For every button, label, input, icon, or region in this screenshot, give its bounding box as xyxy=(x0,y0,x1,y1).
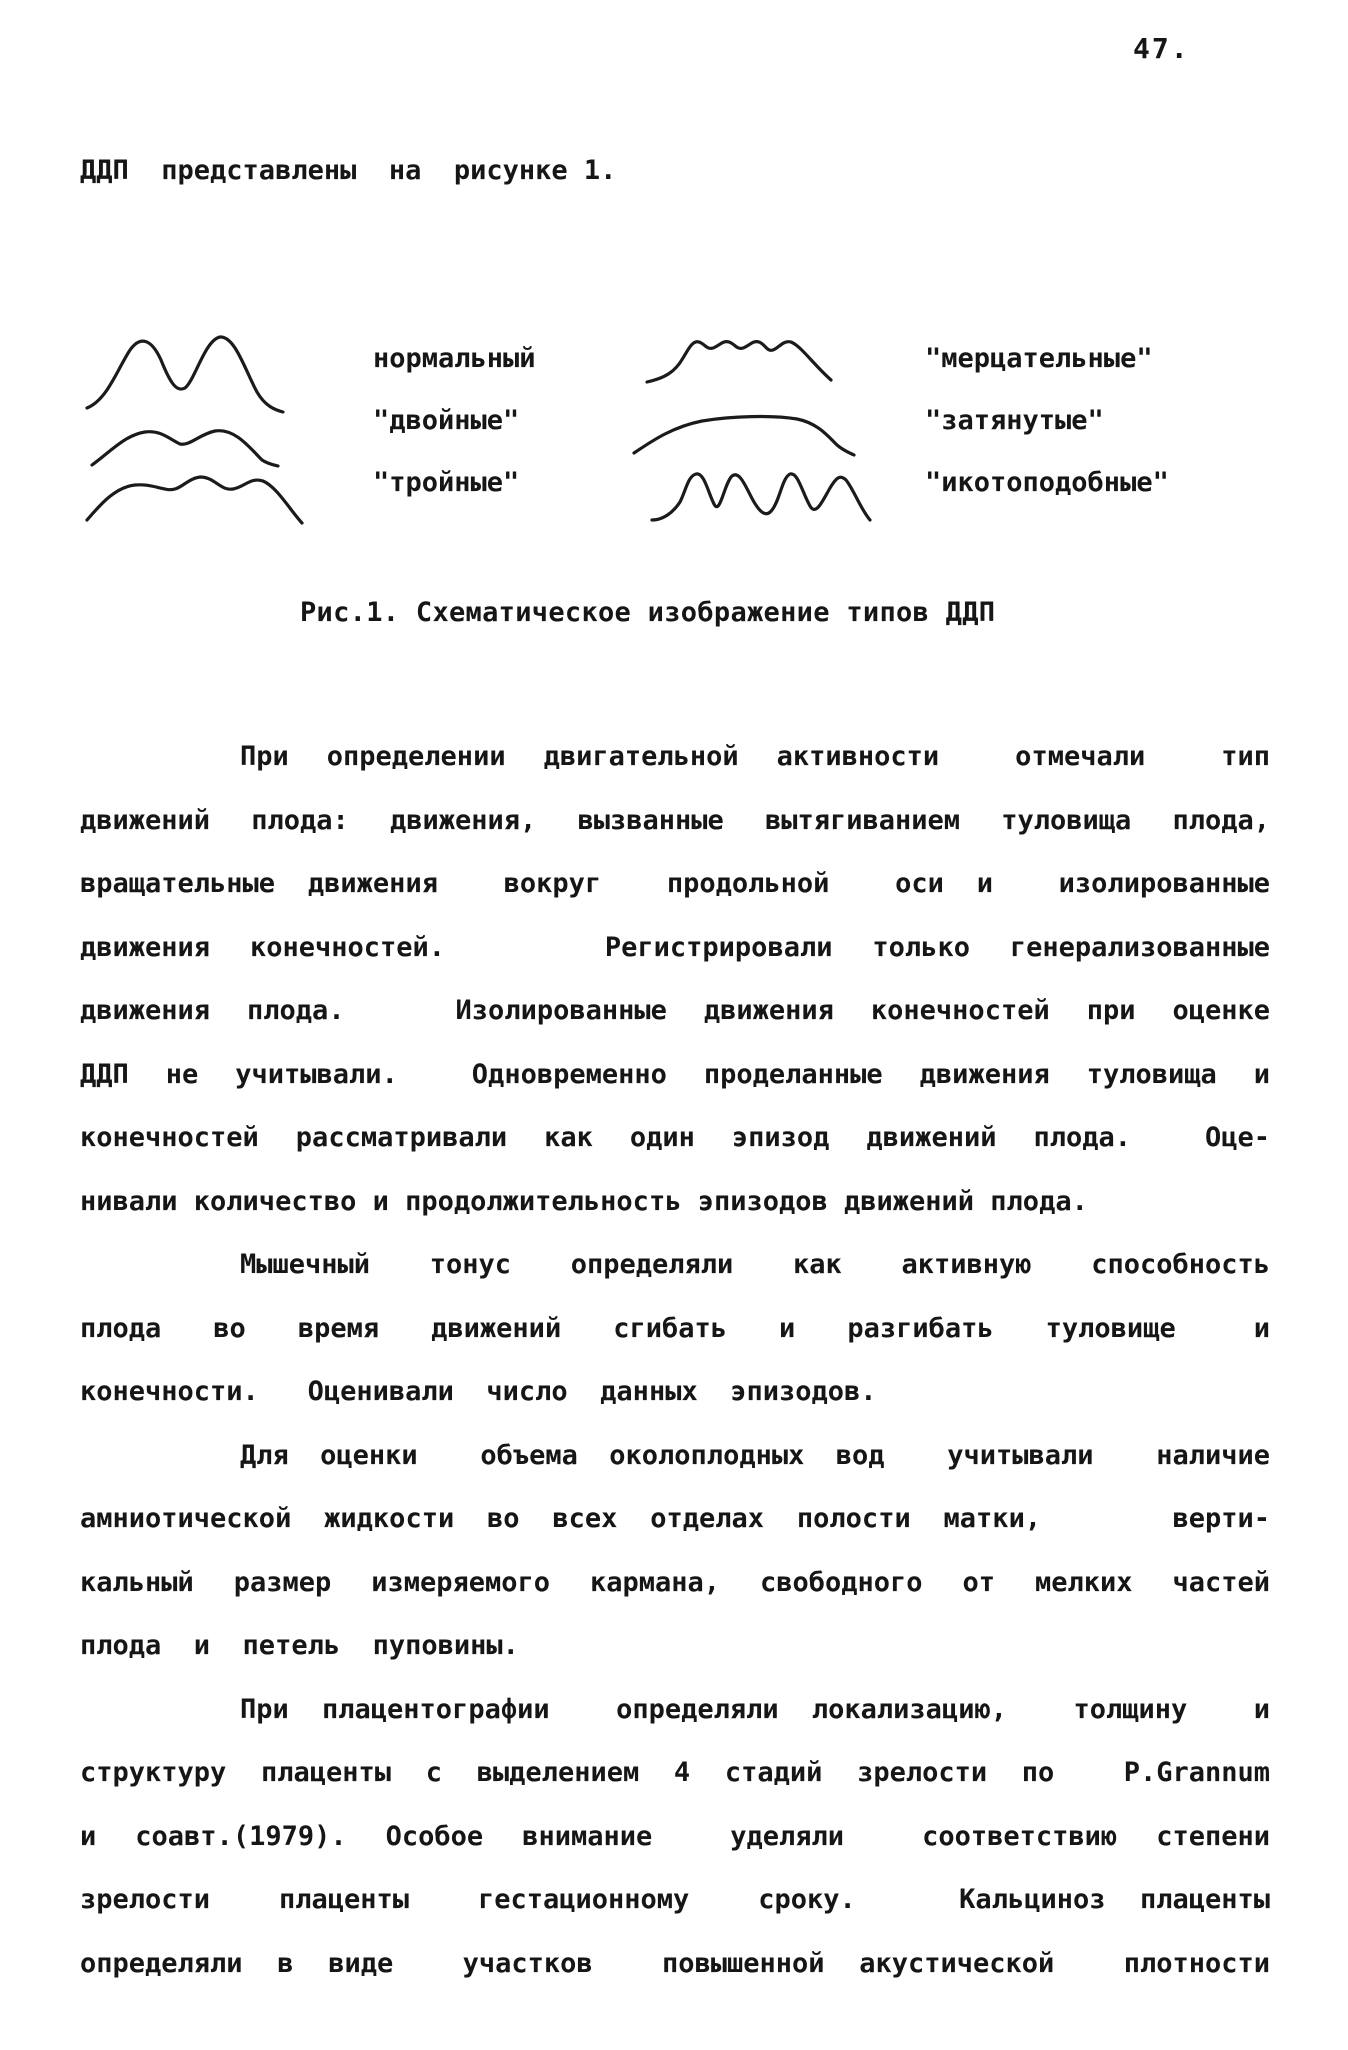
label-double: "двойные" xyxy=(373,405,520,436)
label-hiccup: "икотоподобные" xyxy=(925,467,1169,498)
label-triple: "тройные" xyxy=(373,467,520,498)
text-line: Мышечный тонус определяли как активную способность xyxy=(240,1249,1270,1280)
text-line: вращательные движения вокруг продольной оси и изолированные xyxy=(80,868,1270,899)
intro-text: ДДП представлены на рисунке 1. xyxy=(80,155,617,186)
label-flicker: "мерцательные" xyxy=(925,343,1153,374)
prolonged-wave-icon xyxy=(632,405,857,460)
text-line: структуру плаценты с выделением 4 стадий зрелости по P.Grannum xyxy=(80,1757,1270,1788)
text-line: амниотической жидкости во всех отделах полости матки, верти- xyxy=(80,1503,1270,1534)
body-text xyxy=(80,725,1270,1995)
text-line: плода и петель пуповины. xyxy=(80,1630,519,1661)
text-line: ДДП не учитывали. Одновременно проделанные движения туловища и xyxy=(80,1058,1270,1090)
text-line: зрелости плаценты гестационному сроку. Кальциноз плаценты xyxy=(80,1884,1270,1915)
text-line: определяли в виде участков повышенной акустической плотности xyxy=(80,1947,1270,1979)
flicker-wave-icon xyxy=(645,330,835,385)
text-line: плода во время движений сгибать и разгибать туловище и xyxy=(80,1312,1270,1344)
text-line: Для оценки объема околоплодных вод учитывали наличие xyxy=(240,1439,1270,1471)
text-line: движения плода. Изолированные движения конечностей при оценке xyxy=(80,995,1270,1026)
text-line: конечностей рассматривали как один эпизод движений плода. Оце- xyxy=(80,1122,1270,1153)
text-line: движений плода: движения, вызванные вытягиванием туловища плода, xyxy=(80,804,1270,836)
page-number: 47. xyxy=(1133,32,1190,65)
text-line: При плацентографии определяли локализацию, толщину и xyxy=(240,1693,1270,1725)
normal-wave-icon xyxy=(85,330,285,420)
text-line: нивали количество и продолжительность эпизодов движений плода. xyxy=(80,1185,1088,1217)
text-line: конечности. Оценивали число данных эпизодов. xyxy=(80,1376,877,1407)
label-prolonged: "затянутые" xyxy=(925,405,1104,436)
text-line: При определении двигательной активности отмечали тип xyxy=(240,741,1270,772)
text-line: и соавт.(1979). Особое внимание уделяли соответствию степени xyxy=(80,1820,1270,1852)
text-line: движения конечностей. Регистрировали только генерализованные xyxy=(80,931,1270,963)
hiccup-wave-icon xyxy=(650,462,875,527)
label-normal: нормальный xyxy=(373,343,536,374)
text-line: кальный размер измеряемого кармана, свободного от мелких частей xyxy=(80,1566,1270,1598)
triple-wave-icon xyxy=(85,465,305,530)
figure-caption: Рис.1. Схематическое изображение типов ДДП xyxy=(300,597,996,628)
